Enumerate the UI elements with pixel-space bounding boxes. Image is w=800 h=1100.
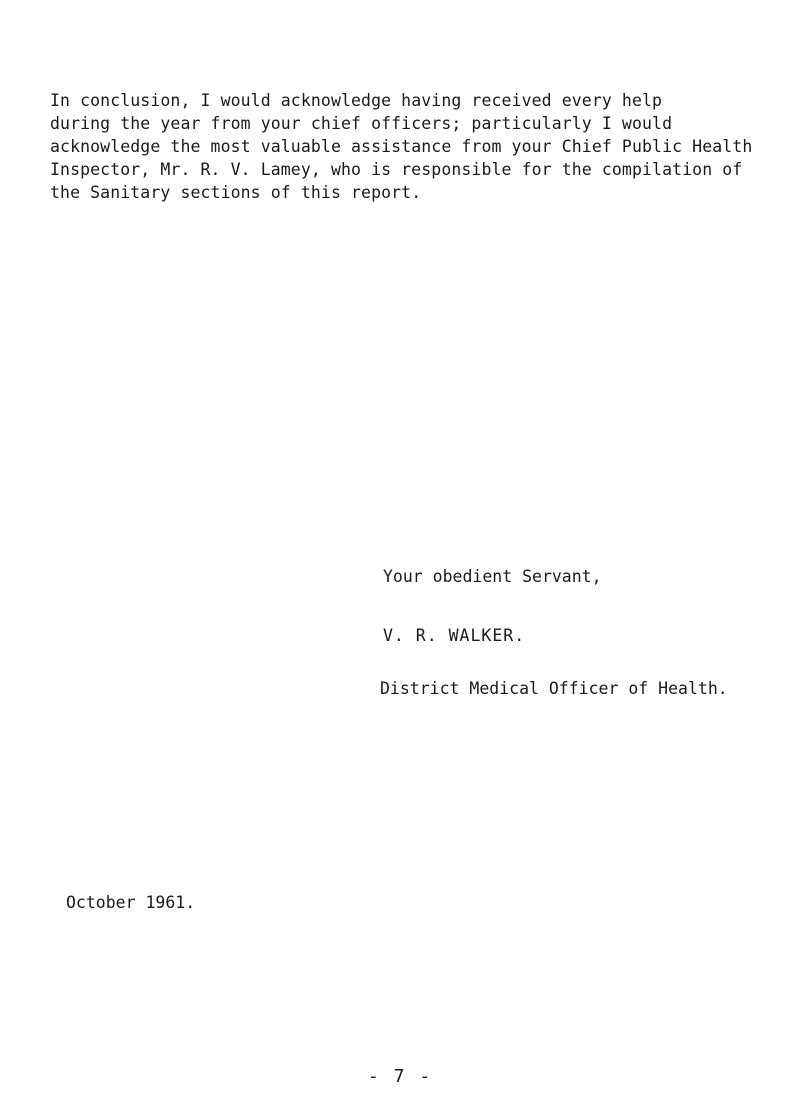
signature-name: V. R. WALKER. xyxy=(383,626,526,645)
paragraph-line: Inspector, Mr. R. V. Lamey, who is responsible for the compilation of xyxy=(50,160,743,179)
page-number: - 7 - xyxy=(368,1066,433,1087)
closing-salutation: Your obedient Servant, xyxy=(383,567,602,586)
document-date: October 1961. xyxy=(66,893,196,912)
paragraph-line: In conclusion, I would acknowledge having received every help xyxy=(50,91,663,110)
paragraph-line: the Sanitary sections of this report. xyxy=(50,183,422,202)
signatory-title: District Medical Officer of Health. xyxy=(380,679,728,698)
paragraph-line: during the year from your chief officers; particularly I would xyxy=(50,114,673,133)
paragraph-line: acknowledge the most valuable assistance from your Chief Public Health xyxy=(50,137,753,156)
conclusion-paragraph xyxy=(50,89,770,204)
